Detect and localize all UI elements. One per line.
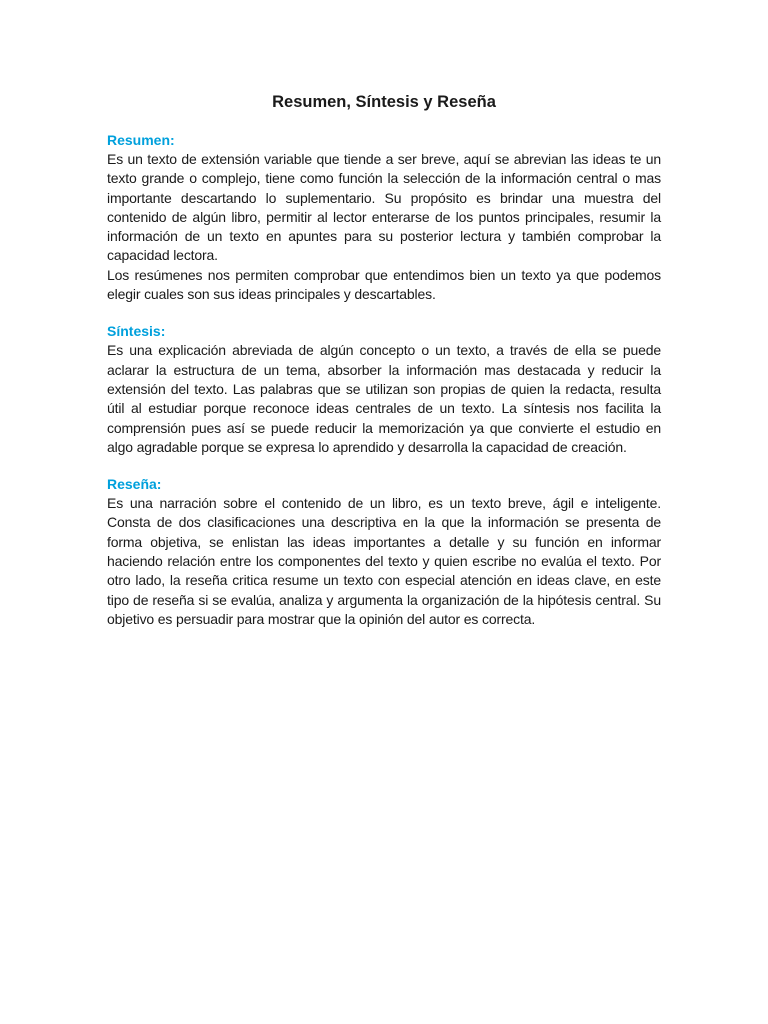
section-resumen bbox=[107, 131, 661, 304]
section-resumen-paragraph-2: Los resúmenes nos permiten comprobar que entendimos bien un texto ya que podemos elegir cuales son sus ideas principales y descartables. bbox=[107, 266, 661, 303]
section-heading-sintesis: Síntesis: bbox=[107, 323, 166, 340]
section-resumen-paragraph-1: Es un texto de extensión variable que tiende a ser breve, aquí se abrevian las ideas te un texto grande o complejo, tiene como función la selección de la información central o mas importante descartando lo suplementario. Su propósito es brindar una muestra del contenido de algún libro, permitir al lector enterarse de los puntos principales, resumir la información de un texto en apuntes para su posterior lectura y también comprobar la capacidad lectora. bbox=[107, 151, 661, 264]
section-sintesis-paragraph-1: Es una explicación abreviada de algún concepto o un texto, a través de ella se puede aclarar la estructura de un tema, absorber la información mas destacada y reducir la extensión del texto. Las palabras que se utilizan son propias de quien la redacta, resulta útil al estudiar porque reconoce ideas centrales de un texto. La síntesis nos facilita la comprensión pues así se puede reducir la memorización ya que convierte el estudio en algo agradable porque se expresa lo aprendido y desarrolla la capacidad de creación. bbox=[107, 342, 661, 455]
section-resena-paragraph-1: Es una narración sobre el contenido de un libro, es un texto breve, ágil e inteligente. Consta de dos clasificaciones una descriptiva en la que la información se presenta de forma objetiva, se enlistan las ideas importantes a detalle y su función en informar haciendo relación entre los componentes del texto y quien escribe no evalúa el texto. Por otro lado, la reseña critica resume un texto con especial atención en ideas clave, en este tipo de reseña si se evalúa, analiza y argumenta la organización de la hipótesis central. Su objetivo es persuadir para mostrar que la opinión del autor es correcta. bbox=[107, 495, 661, 627]
section-sintesis bbox=[107, 322, 661, 457]
document-title: Resumen, Síntesis y Reseña bbox=[272, 93, 496, 111]
section-heading-resumen: Resumen: bbox=[107, 132, 175, 148]
section-heading-resena: Reseña: bbox=[107, 476, 162, 493]
section-resena bbox=[107, 475, 661, 629]
